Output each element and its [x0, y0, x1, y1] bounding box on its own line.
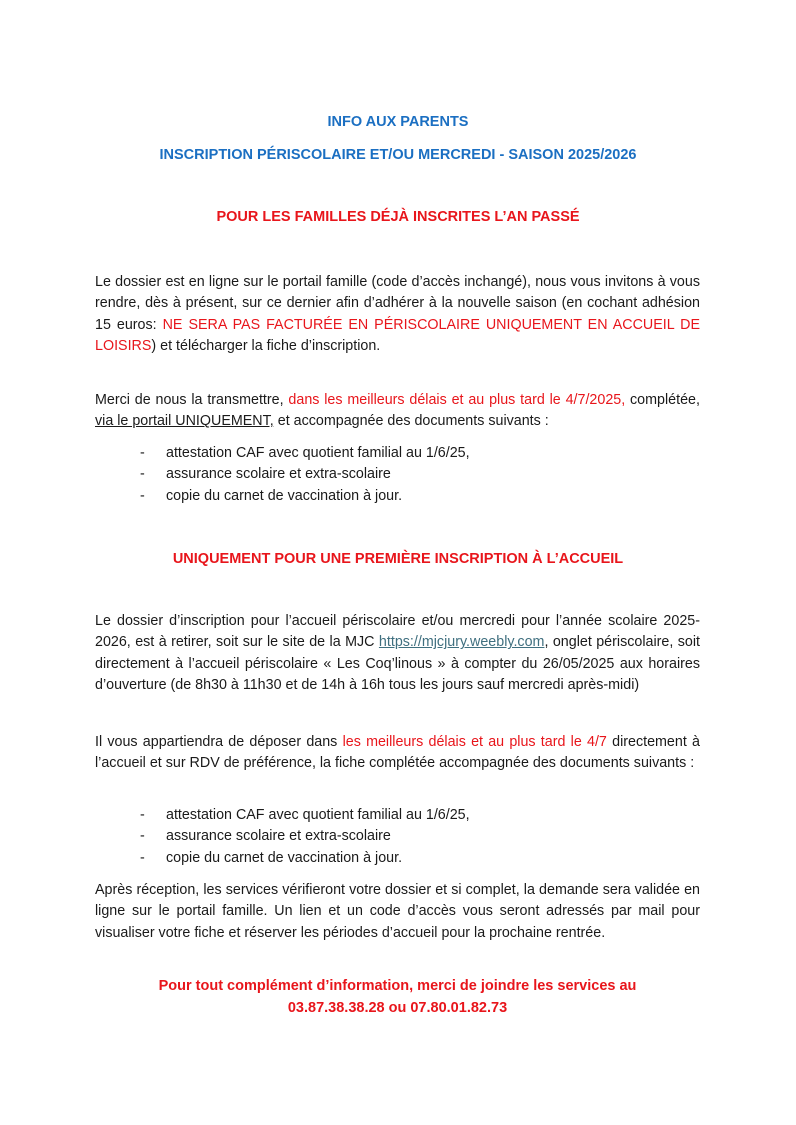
list-item: - copie du carnet de vaccination à jour. — [140, 487, 403, 504]
section2-paragraph-2: Il vous appartiendra de déposer dans les meilleurs délais et au plus tard le 4/7 directement à l’accueil et sur RDV de préférence, la fiche complétée accompagnée des documents suivants : — [95, 734, 700, 772]
section2-paragraph-3: Après réception, les services vérifieront votre dossier et si complet, la demande sera validée en ligne sur le portail famille. Un lien et un code d’accès vous seront adressés par mail pour visualiser votre fiche et réserver les périodes d’accueil pour la prochaine rentrée. — [95, 882, 700, 941]
contact-phone-numbers: 03.87.38.38.28 ou 07.80.01.82.73 — [287, 999, 508, 1016]
section2-deadline: les meilleurs délais et au plus tard le 4/7 — [342, 734, 607, 750]
section1-paragraph-1: Le dossier est en ligne sur le portail famille (code d’accès inchangé), nous vous invitons à vous rendre, dès à présent, sur ce dernier afin d’adhérer à la nouvelle saison (en cochant adhésion 15 euros: NE SERA PAS FACTURÉE EN PÉRISCOLAIRE UNIQUEMENT EN ACCUEIL DE LOISIRS) et télécharger la fiche d’inscription. — [95, 274, 700, 354]
list-item: - attestation CAF avec quotient familial au 1/6/25, — [140, 807, 470, 823]
contact-info — [95, 976, 700, 1019]
list-item: - copie du carnet de vaccination à jour. — [140, 849, 403, 866]
section2-document-list — [140, 805, 700, 869]
list-item: - assurance scolaire et extra-scolaire — [140, 466, 391, 483]
header-title: INFO AUX PARENTS — [327, 114, 469, 130]
list-item: - attestation CAF avec quotient familial au 1/6/25, — [140, 445, 470, 461]
mjc-website-link[interactable]: https://mjcjury.weebly.com — [378, 634, 545, 651]
portal-only-note: via le portail UNIQUEMENT, — [95, 413, 274, 430]
list-item: - assurance scolaire et extra-scolaire — [140, 828, 391, 845]
section1-title: POUR LES FAMILLES DÉJÀ INSCRITES L’AN PASSÉ — [216, 209, 580, 225]
section1-paragraph-2: Merci de nous la transmettre, dans les meilleurs délais et au plus tard le 4/7/2025, complétée, via le portail UNIQUEMENT, et accompagnée des documents suivants : — [95, 392, 700, 430]
section1-warning: NE SERA PAS FACTURÉE EN PÉRISCOLAIRE UNIQUEMENT EN ACCUEIL DE LOISIRS — [95, 316, 700, 354]
section1-deadline: dans les meilleurs délais et au plus tard le 4/7/2025, — [288, 392, 626, 408]
contact-line-1: Pour tout complément d’information, merci de joindre les services au — [158, 978, 637, 994]
header-subtitle: INSCRIPTION PÉRISCOLAIRE ET/OU MERCREDI - SAISON 2025/2026 — [159, 147, 637, 163]
section2-paragraph-1: Le dossier d’inscription pour l’accueil périscolaire et/ou mercredi pour l’année scolaire 2025-2026, est à retirer, soit sur le site de la MJC https://mjcjury.weebly.com, onglet périscolaire, soit directement à l’accueil périscolaire « Les Coq’linous » à compter du 26/05/2025 aux horaires d’ouverture (de 8h30 à 11h30 et de 14h à 16h tous les jours sauf mercredi après-midi) — [95, 613, 700, 693]
section1-document-list — [140, 443, 700, 507]
section2-title: UNIQUEMENT POUR UNE PREMIÈRE INSCRIPTION À L’ACCUEIL — [172, 551, 624, 567]
